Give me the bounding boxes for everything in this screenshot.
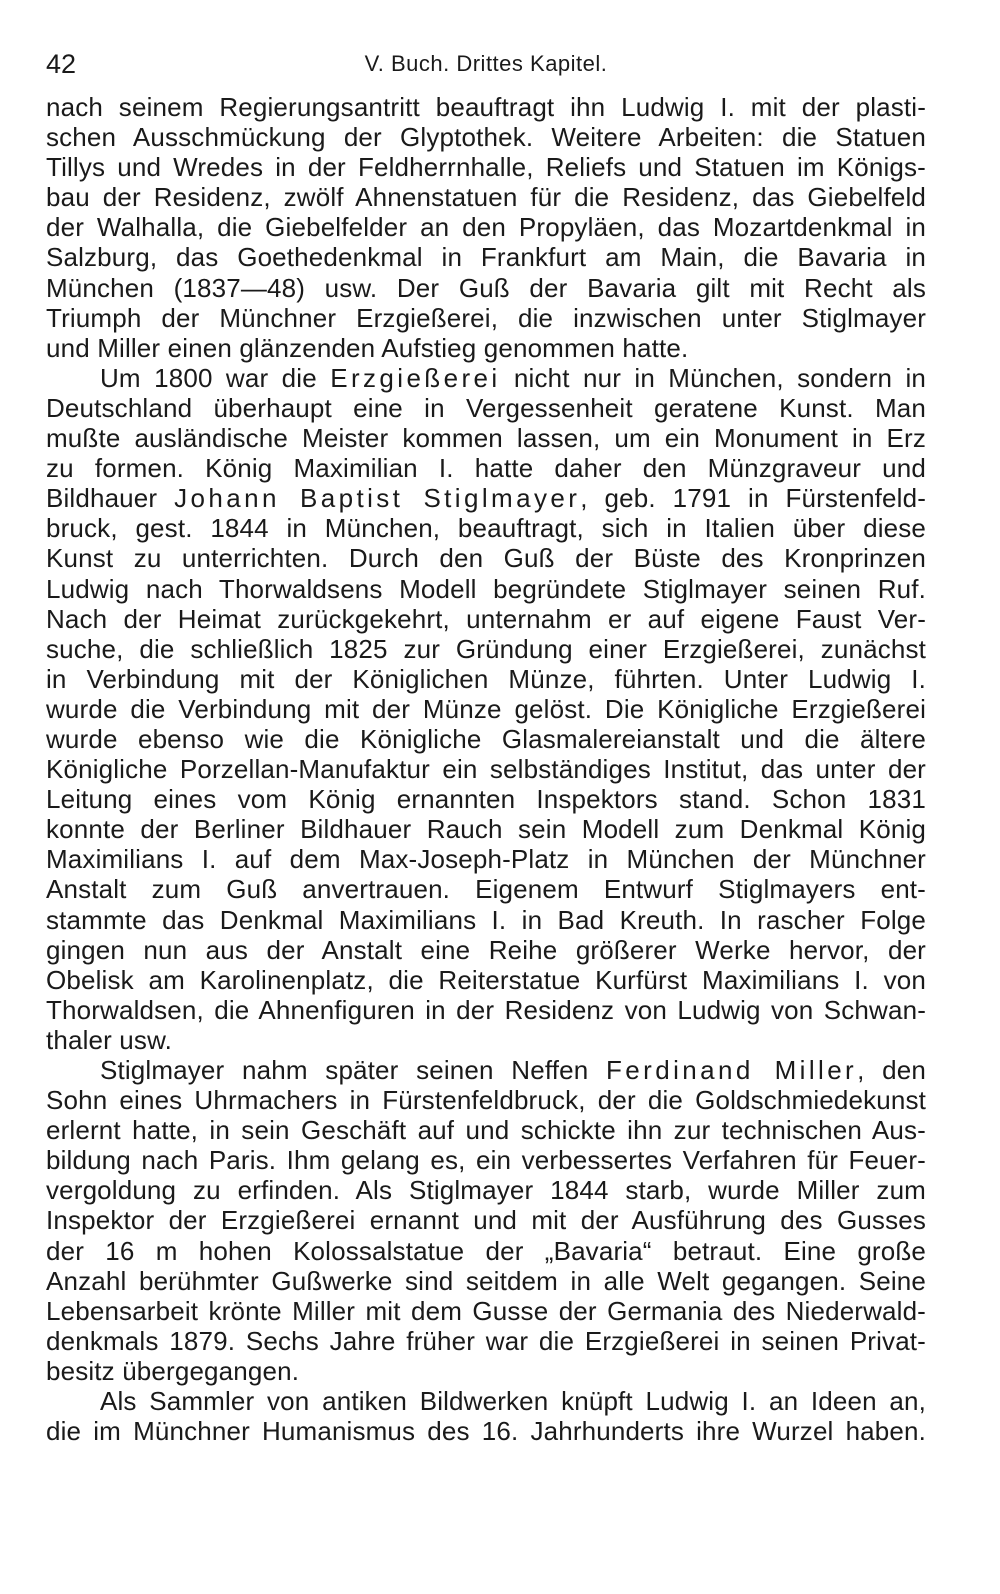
text-line: thaler usw. [46,1024,172,1055]
chapter-title: V. Buch. Drittes Kapitel. [364,51,608,76]
text-line: München (1837—48) usw. Der Guß der Bavaria gilt mit Recht als [46,272,926,303]
text-line: nach seinem Regierungsantritt beauftragt ihn Ludwig I. mit der plasti- [46,92,926,122]
text-line: wurde ebenso wie die Königliche Glasmalereianstalt und die ältere [46,723,926,754]
text-line: Maximilians I. auf dem Max-Joseph-Platz in München der Münchner [46,844,926,875]
text-line: Thorwaldsen, die Ahnenfiguren in der Residenz von Ludwig von Schwan- [46,994,926,1025]
body-text [46,92,926,1446]
text-line: Bildhauer Johann Baptist Stiglmayer, geb. 1791 in Fürstenfeld- [46,483,927,514]
page-number: 42 [46,49,77,79]
text-line: mußte ausländische Meister kommen lassen, um ein Monument in Erz [46,423,926,454]
spaced-emphasis: Ferdinand Miller [606,1055,858,1085]
text-line: bau der Residenz, zwölf Ahnenstatuen für die Residenz, das Giebelfeld [46,182,926,213]
text-line: bildung nach Paris. Ihm gelang es, ein verbessertes Verfahren für Feuer- [46,1145,926,1176]
text-line: Königliche Porzellan-Manufaktur ein selbständiges Institut, das unter der [46,754,926,785]
text-line: Anstalt zum Guß anvertrauen. Eigenem Entwurf Stiglmayers ent- [46,874,926,905]
text-line: Inspektor der Erzgießerei ernannt und mit der Ausführung des Gusses [46,1205,926,1236]
text-line: die im Münchner Humanismus des 16. Jahrhunderts ihre Wurzel haben. [46,1416,926,1447]
text-line: vergoldung zu erfinden. Als Stiglmayer 1844 starb, wurde Miller zum [46,1175,926,1206]
text-line: der Walhalla, die Giebelfelder an den Propyläen, das Mozartdenkmal in [46,212,926,243]
text-line: Nach der Heimat zurückgekehrt, unternahm er auf eigene Faust Ver- [46,603,926,634]
text-line: schen Ausschmückung der Glyptothek. Weitere Arbeiten: die Statuen [46,122,926,153]
text-line: Salzburg, das Goethedenkmal in Frankfurt am Main, die Bavaria in [46,242,926,273]
text-line: Anzahl berühmter Gußwerke sind seitdem in alle Welt gegangen. Seine [46,1265,926,1296]
text-line: Ludwig nach Thorwaldsens Modell begründete Stiglmayer seinen Ruf. [46,573,926,604]
text-line: stammte das Denkmal Maximilians I. in Bad Kreuth. In rascher Folge [46,904,926,935]
text-line: Deutschland überhaupt eine in Vergessenheit geratene Kunst. Man [46,392,926,423]
text-line: und Miller einen glänzenden Aufstieg genommen hatte. [46,332,689,363]
text-line: erlernt hatte, in sein Geschäft auf und schickte ihn zur technischen Aus- [46,1115,926,1146]
text-line: denkmals 1879. Sechs Jahre früher war die Erzgießerei in seinen Privat- [46,1325,926,1356]
spaced-emphasis: Johann Baptist Stiglmayer [174,483,581,514]
text-line: Um 1800 war die Erzgießerei nicht nur in München, sondern in [100,362,926,393]
text-line: Lebensarbeit krönte Miller mit dem Gusse der Germania des Niederwald- [46,1295,926,1326]
text-line: gingen nun aus der Anstalt eine Reihe größerer Werke hervor, der [46,934,926,965]
text-line: Tillys und Wredes in der Feldherrnhalle, Reliefs und Statuen im Königs- [46,152,926,183]
text-line: der 16 m hohen Kolossalstatue der „Bavaria“ betraut. Eine große [46,1235,926,1266]
text-line: Stiglmayer nahm später seinen Neffen Ferdinand Miller, den [100,1055,926,1085]
text-line: besitz übergegangen. [46,1355,300,1386]
spaced-emphasis: Erzgießerei [330,362,501,393]
text-line: zu formen. König Maximilian I. hatte daher den Münzgraveur und [46,453,926,484]
text-line: wurde die Verbindung mit der Münze gelöst. Die Königliche Erzgießerei [46,693,926,724]
text-line: Triumph der Münchner Erzgießerei, die inzwischen unter Stiglmayer [46,302,926,333]
text-line: Kunst zu unterrichten. Durch den Guß der Büste des Kronprinzen [46,543,926,574]
text-line: bruck, gest. 1844 in München, beauftragt, sich in Italien über diese [46,513,926,544]
text-line: Leitung eines vom König ernannten Inspektors stand. Schon 1831 [46,784,926,815]
text-line: Obelisk am Karolinenplatz, die Reiterstatue Kurfürst Maximilians I. von [46,964,926,995]
text-line: in Verbindung mit der Königlichen Münze, führten. Unter Ludwig I. [46,663,926,694]
text-line: konnte der Berliner Bildhauer Rauch sein Modell zum Denkmal König [46,814,926,845]
text-line: suche, die schließlich 1825 zur Gründung einer Erzgießerei, zunächst [46,633,926,664]
text-line: Sohn eines Uhrmachers in Fürstenfeldbruck, der die Goldschmiedekunst [46,1085,926,1116]
text-line: Als Sammler von antiken Bildwerken knüpft Ludwig I. an Ideen an, [100,1386,926,1417]
running-head [46,44,926,84]
